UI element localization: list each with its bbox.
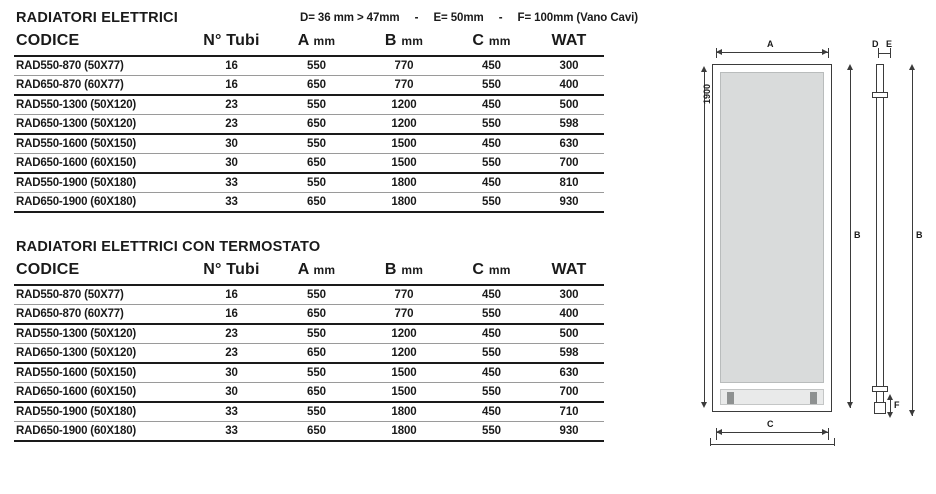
spec-table-2	[14, 258, 604, 442]
table-row	[14, 383, 604, 403]
table-row	[14, 305, 604, 325]
cell-c: 450	[449, 173, 534, 193]
dim-line-height	[704, 72, 705, 402]
cell-c: 550	[449, 115, 534, 135]
cell-c: 550	[449, 76, 534, 96]
cell-tubi: 23	[189, 95, 274, 115]
cell-c: 450	[449, 324, 534, 344]
cell-a: 650	[274, 383, 359, 403]
cell-a: 650	[274, 305, 359, 325]
col-header-b: B mm	[359, 258, 449, 285]
cell-codice: RAD550-1600 (50X150)	[14, 363, 189, 383]
cell-codice: RAD650-870 (60X77)	[14, 305, 189, 325]
cell-b: 770	[359, 285, 449, 305]
table-row	[14, 422, 604, 442]
table-title-2: RADIATORI ELETTRICI CON TERMOSTATO	[16, 239, 321, 255]
cell-codice: RAD550-1300 (50X120)	[14, 324, 189, 344]
cell-c: 550	[449, 193, 534, 213]
dim-label-c: C	[767, 419, 774, 429]
dim-baseline	[710, 444, 834, 445]
cell-codice: RAD650-1300 (50X120)	[14, 344, 189, 364]
cell-codice: RAD650-870 (60X77)	[14, 76, 189, 96]
dim-line-b-right	[912, 68, 913, 416]
cell-codice: RAD650-1900 (60X180)	[14, 193, 189, 213]
cell-c: 550	[449, 383, 534, 403]
cell-b: 770	[359, 56, 449, 76]
cell-codice: RAD650-1900 (60X180)	[14, 422, 189, 442]
cell-codice: RAD650-1300 (50X120)	[14, 115, 189, 135]
cell-a: 650	[274, 154, 359, 174]
cell-c: 450	[449, 95, 534, 115]
side-bracket-top	[872, 92, 888, 98]
dim-tick-a-right	[828, 48, 829, 58]
cell-tubi: 33	[189, 402, 274, 422]
col-header-a: A mm	[274, 29, 359, 56]
cell-codice: RAD650-1600 (60X150)	[14, 383, 189, 403]
cell-tubi: 33	[189, 193, 274, 213]
dim-arrow-b-bottom	[847, 402, 853, 408]
col-header-tubi: N° Tubi	[189, 29, 274, 56]
cell-b: 1800	[359, 193, 449, 213]
table-block-radiatori-elettrici	[14, 10, 678, 213]
col-header-tubi: N° Tubi	[189, 258, 274, 285]
cell-a: 550	[274, 95, 359, 115]
col-header-c: C mm	[449, 258, 534, 285]
cell-c: 550	[449, 305, 534, 325]
cell-codice: RAD550-1900 (50X180)	[14, 173, 189, 193]
table-block-radiatori-elettrici-termostato	[14, 239, 678, 442]
cell-wat: 300	[534, 56, 604, 76]
cell-tubi: 33	[189, 422, 274, 442]
cell-tubi: 30	[189, 363, 274, 383]
cell-c: 450	[449, 134, 534, 154]
cell-wat: 700	[534, 383, 604, 403]
cell-wat: 500	[534, 324, 604, 344]
cell-b: 1800	[359, 173, 449, 193]
cell-a: 650	[274, 115, 359, 135]
col-header-wat: WAT	[534, 29, 604, 56]
dim-tick-a-left	[716, 48, 717, 58]
bracket-right	[810, 392, 817, 404]
dim-tick-c-right	[828, 428, 829, 440]
cell-c: 450	[449, 402, 534, 422]
cell-a: 550	[274, 285, 359, 305]
radiator-front-view	[712, 64, 832, 412]
table-title-1: RADIATORI ELETTRICI	[16, 10, 178, 26]
cell-tubi: 33	[189, 173, 274, 193]
cell-wat: 598	[534, 115, 604, 135]
note-d: D= 36 mm > 47mm	[300, 12, 400, 24]
bracket-left	[727, 392, 734, 404]
cell-a: 650	[274, 422, 359, 442]
dim-label-b: B	[854, 230, 861, 240]
cell-c: 450	[449, 363, 534, 383]
cell-wat: 300	[534, 285, 604, 305]
dim-line-a	[716, 52, 828, 53]
cell-a: 650	[274, 344, 359, 364]
dim-label-f: F	[894, 400, 900, 410]
dim-label-d: D	[872, 39, 879, 49]
dim-baseline-tick-left	[710, 438, 711, 446]
dim-arrow-b-right-top	[909, 64, 915, 70]
cell-wat: 400	[534, 305, 604, 325]
col-header-c: C mm	[449, 29, 534, 56]
technical-drawing	[690, 34, 928, 474]
table-row	[14, 115, 604, 135]
cell-tubi: 30	[189, 134, 274, 154]
cell-b: 1500	[359, 134, 449, 154]
dim-arrow-b-top	[847, 64, 853, 70]
cell-tubi: 23	[189, 324, 274, 344]
cell-b: 1500	[359, 383, 449, 403]
side-foot	[874, 402, 886, 414]
cell-tubi: 30	[189, 383, 274, 403]
table-row	[14, 56, 604, 76]
table-header-row	[14, 29, 604, 56]
table-row	[14, 95, 604, 115]
cell-codice: RAD550-1600 (50X150)	[14, 134, 189, 154]
cell-wat: 810	[534, 173, 604, 193]
dim-line-de	[878, 53, 890, 54]
table-row	[14, 154, 604, 174]
cell-b: 1500	[359, 154, 449, 174]
cell-b: 1800	[359, 422, 449, 442]
cell-tubi: 23	[189, 115, 274, 135]
cell-c: 550	[449, 154, 534, 174]
tables-region	[14, 10, 678, 442]
cell-tubi: 16	[189, 56, 274, 76]
note-separator-1: -	[414, 12, 419, 24]
dim-label-a: A	[767, 39, 774, 49]
radiator-panel	[720, 72, 824, 383]
cell-c: 450	[449, 56, 534, 76]
spec-table-1	[14, 29, 604, 213]
side-bracket-bottom	[872, 386, 888, 392]
cell-codice: RAD550-1300 (50X120)	[14, 95, 189, 115]
table-row	[14, 285, 604, 305]
cell-a: 550	[274, 56, 359, 76]
note-separator-2: -	[498, 12, 503, 24]
table-row	[14, 402, 604, 422]
col-header-codice: CODICE	[14, 29, 189, 56]
radiator-base	[720, 389, 824, 405]
cell-tubi: 23	[189, 344, 274, 364]
cell-wat: 700	[534, 154, 604, 174]
cell-wat: 930	[534, 193, 604, 213]
dim-label-e: E	[886, 39, 893, 49]
cell-wat: 630	[534, 134, 604, 154]
cell-wat: 400	[534, 76, 604, 96]
dim-label-1900: 1900	[702, 83, 712, 104]
cell-wat: 710	[534, 402, 604, 422]
dim-label-b-right: B	[916, 230, 923, 240]
dim-arrow-f-top	[887, 394, 893, 400]
col-header-wat: WAT	[534, 258, 604, 285]
dim-arrow-height-top	[701, 66, 707, 72]
cell-wat: 630	[534, 363, 604, 383]
cell-c: 450	[449, 285, 534, 305]
dim-tick-c-left	[716, 428, 717, 440]
cell-a: 650	[274, 76, 359, 96]
dim-arrow-height-bottom	[701, 402, 707, 408]
cell-a: 550	[274, 134, 359, 154]
cell-b: 770	[359, 76, 449, 96]
cell-b: 770	[359, 305, 449, 325]
dim-arrow-f-bottom	[887, 412, 893, 418]
cell-a: 550	[274, 363, 359, 383]
cell-b: 1500	[359, 363, 449, 383]
cell-codice: RAD550-870 (50X77)	[14, 285, 189, 305]
cell-tubi: 16	[189, 305, 274, 325]
cell-wat: 500	[534, 95, 604, 115]
cell-b: 1200	[359, 324, 449, 344]
cell-b: 1800	[359, 402, 449, 422]
table-row	[14, 173, 604, 193]
cell-a: 550	[274, 173, 359, 193]
cell-wat: 598	[534, 344, 604, 364]
cell-codice: RAD550-1900 (50X180)	[14, 402, 189, 422]
cell-a: 650	[274, 193, 359, 213]
cell-a: 550	[274, 402, 359, 422]
cell-wat: 930	[534, 422, 604, 442]
table-row	[14, 363, 604, 383]
dim-tick-e	[890, 48, 891, 58]
cell-tubi: 30	[189, 154, 274, 174]
cell-tubi: 16	[189, 285, 274, 305]
table-row	[14, 134, 604, 154]
note-f: F= 100mm (Vano Cavi)	[517, 12, 638, 24]
cell-c: 550	[449, 344, 534, 364]
table-row	[14, 344, 604, 364]
table-header-row	[14, 258, 604, 285]
col-header-b: B mm	[359, 29, 449, 56]
dim-baseline-tick-right	[834, 438, 835, 446]
cell-a: 550	[274, 324, 359, 344]
cell-codice: RAD550-870 (50X77)	[14, 56, 189, 76]
cell-codice: RAD650-1600 (60X150)	[14, 154, 189, 174]
dim-line-c	[716, 432, 828, 433]
col-header-codice: CODICE	[14, 258, 189, 285]
dim-arrow-b-right-bottom	[909, 410, 915, 416]
cell-tubi: 16	[189, 76, 274, 96]
table-row	[14, 193, 604, 213]
radiator-side-view	[876, 64, 884, 412]
cell-b: 1200	[359, 115, 449, 135]
table-row	[14, 76, 604, 96]
cell-b: 1200	[359, 95, 449, 115]
table-row	[14, 324, 604, 344]
note-e: E= 50mm	[433, 12, 484, 24]
col-header-a: A mm	[274, 258, 359, 285]
cell-b: 1200	[359, 344, 449, 364]
dim-line-b	[850, 68, 851, 408]
cell-c: 550	[449, 422, 534, 442]
